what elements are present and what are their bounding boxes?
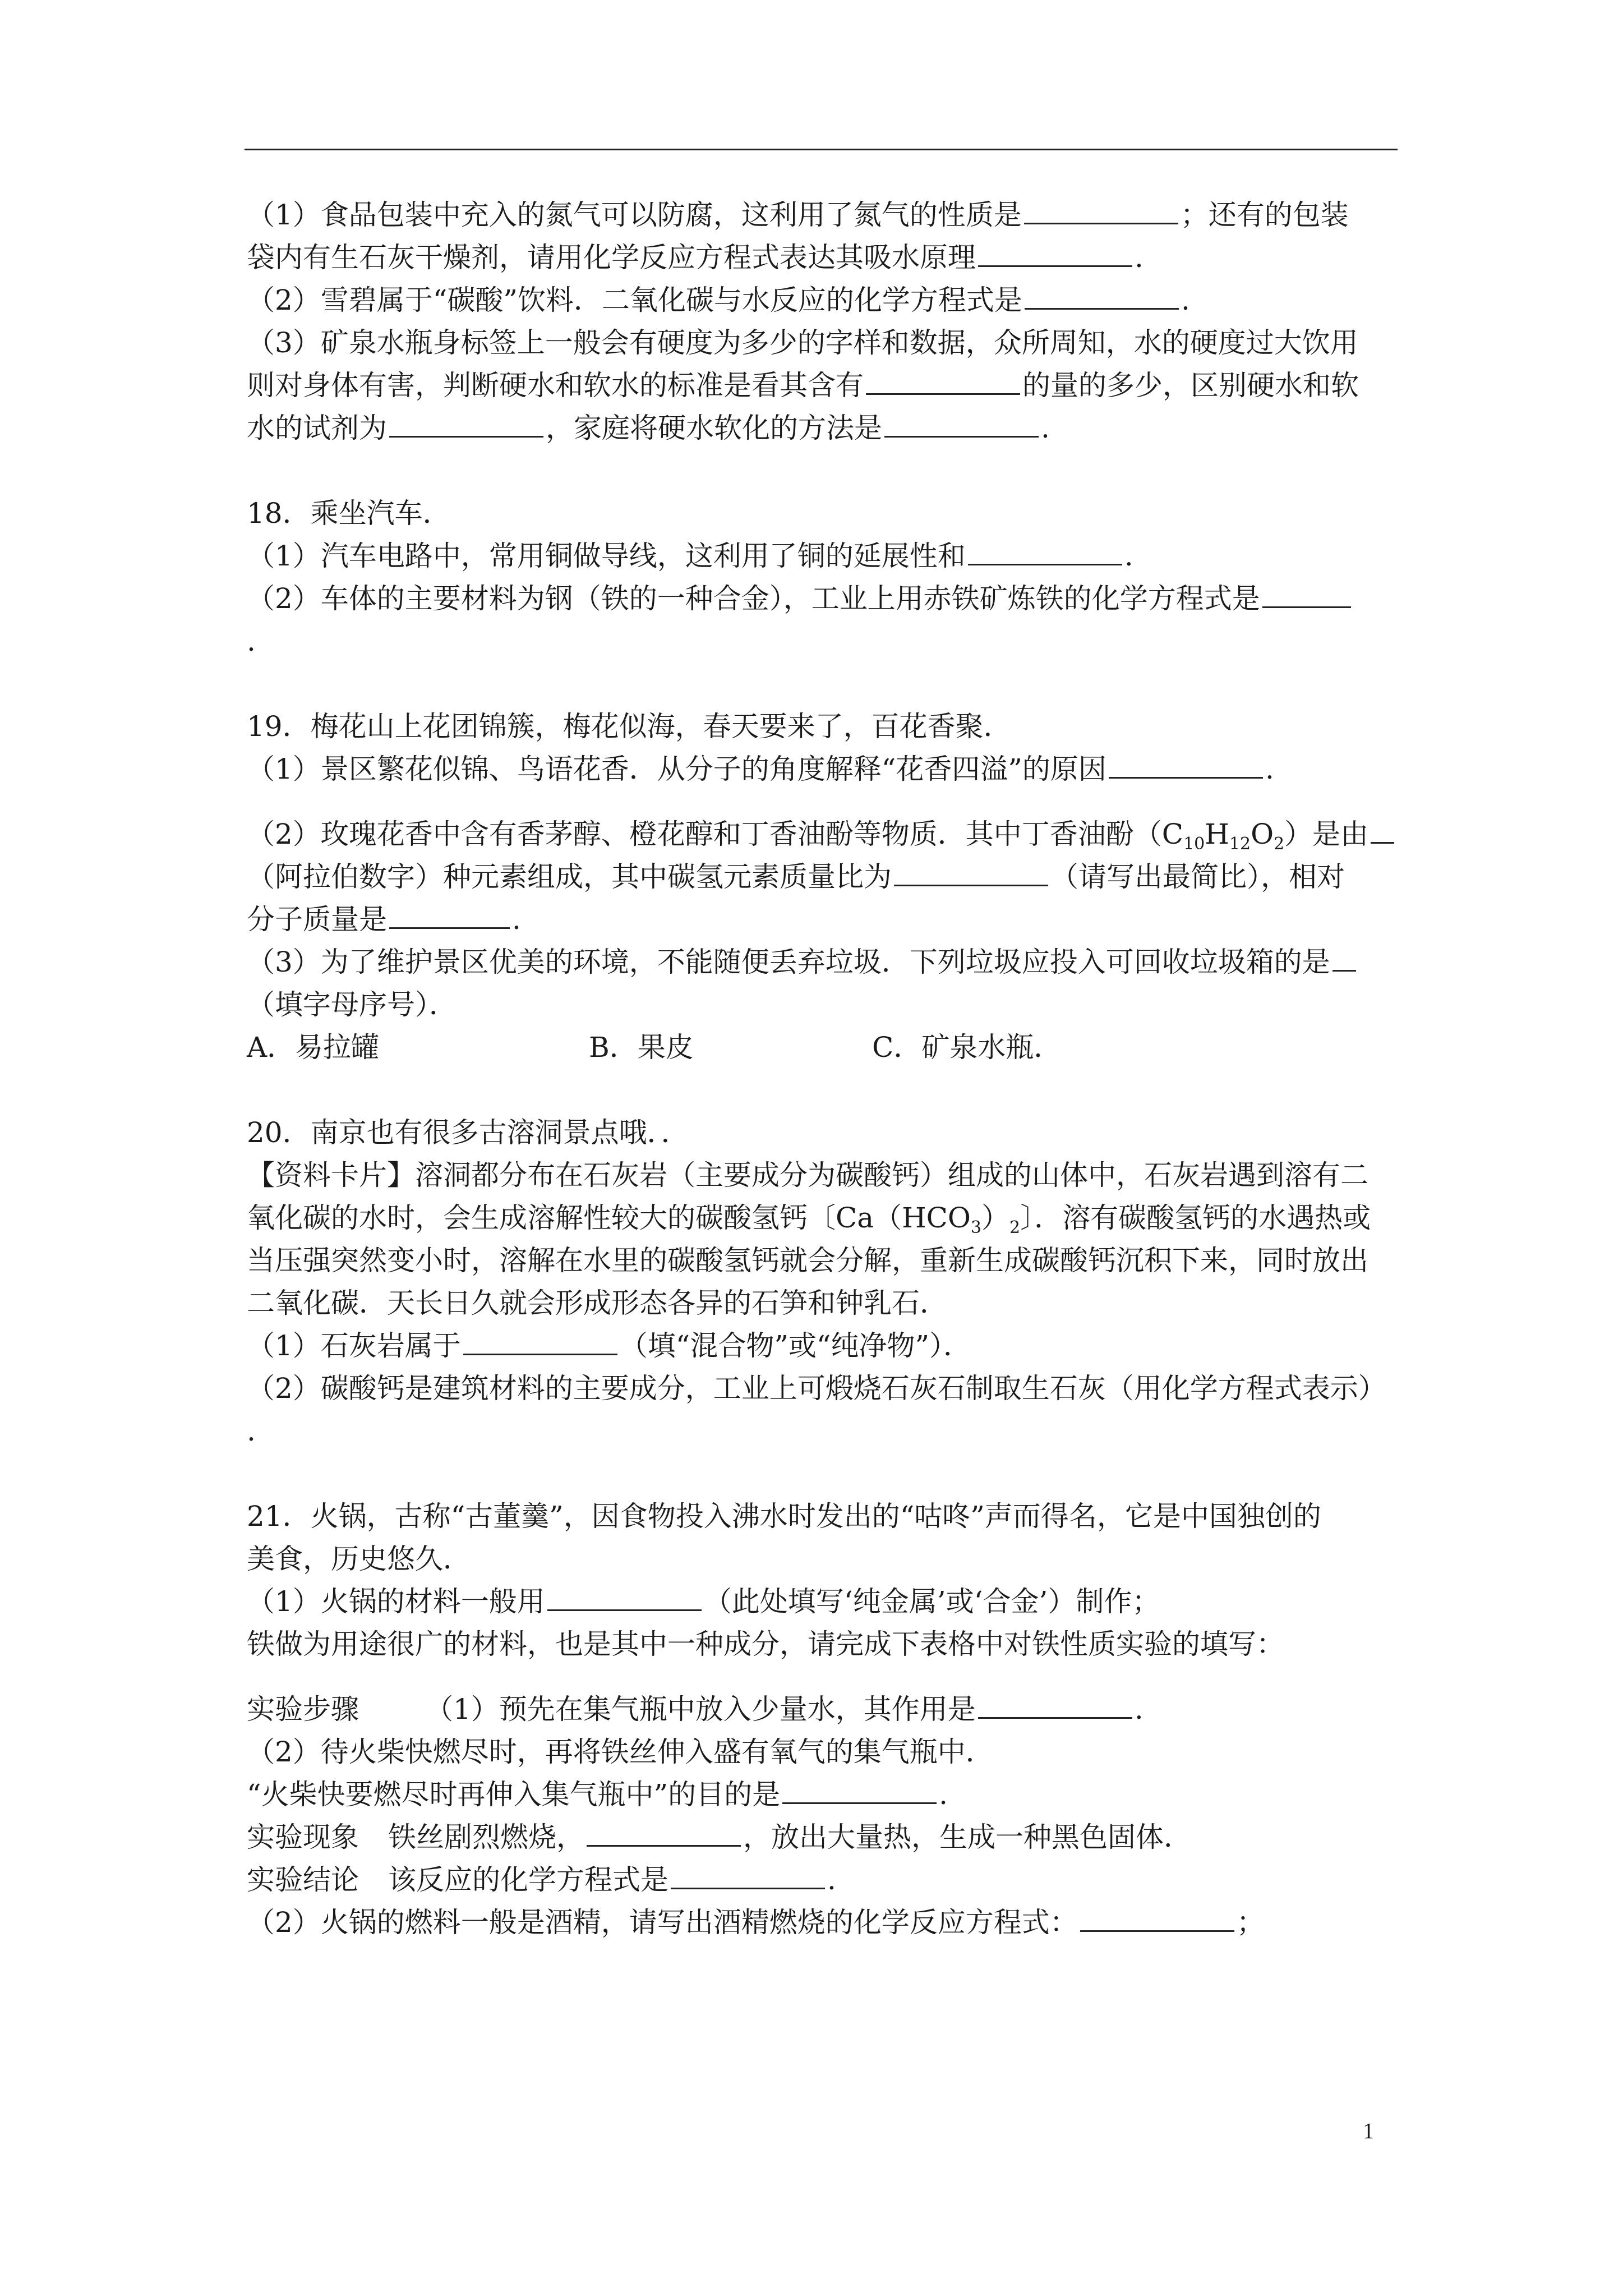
q20-card-3	[247, 1239, 1396, 1282]
q19-title	[247, 705, 1396, 748]
answer-blank[interactable]	[968, 537, 1122, 565]
text: 铁丝剧烈燃烧，	[388, 1821, 584, 1853]
text: 则对身体有害，判断硬水和软水的标准是看其含有	[247, 369, 864, 402]
text: 铁做为用途很广的材料，也是其中一种成分，请完成下表格中对铁性质实验的填写：	[247, 1628, 1284, 1660]
text: .	[247, 625, 256, 657]
text: ；	[1236, 1906, 1265, 1939]
question-title: 20．南京也有很多古溶洞景点哦．．	[247, 1116, 689, 1149]
text: （请写出最简比），相对	[1050, 861, 1345, 893]
text: .	[1124, 540, 1133, 572]
answer-blank[interactable]	[1025, 281, 1179, 310]
q21-title-1	[247, 1495, 1396, 1538]
subscript: 3	[970, 1218, 982, 1237]
answer-blank[interactable]	[782, 1775, 937, 1804]
answer-blank[interactable]	[884, 409, 1039, 438]
text: （1）火锅的材料一般用	[247, 1585, 545, 1618]
text: （1）石灰岩属于	[247, 1329, 461, 1362]
text: 分子质量是	[247, 903, 387, 936]
header-rule	[245, 149, 1398, 150]
answer-blank[interactable]	[978, 238, 1132, 267]
answer-blank[interactable]	[1080, 1903, 1234, 1932]
text: 【资料卡片】溶洞都分布在石灰岩（主要成分为碳酸钙）组成的山体中，石灰岩遇到溶有二	[247, 1159, 1368, 1191]
text: （填字母序号）．	[247, 988, 457, 1021]
answer-blank[interactable]	[978, 1690, 1132, 1719]
q20-card-1	[247, 1154, 1396, 1197]
text: 〕．溶有碳酸氢钙的水遇热或	[1020, 1202, 1371, 1234]
text: 水的试剂为	[247, 412, 387, 444]
page-number: 1	[1363, 2118, 1374, 2143]
text: .	[827, 1864, 836, 1896]
answer-blank[interactable]	[1332, 943, 1356, 972]
text: ）是由	[1284, 818, 1369, 850]
q17-line-4	[247, 321, 1396, 364]
q21-phenomenon-row	[247, 1816, 1396, 1858]
q21-line-2	[247, 1623, 1396, 1665]
text: .	[1181, 284, 1190, 316]
q21-conclusion-row	[247, 1858, 1396, 1901]
q20-line-3	[247, 1410, 1396, 1452]
q18-line-2	[247, 577, 1396, 620]
q18-title	[247, 492, 1396, 535]
option-a[interactable]: A．易拉罐	[247, 1031, 380, 1064]
text: （3）为了维护景区优美的环境，不能随便丢弃垃圾．下列垃圾应投入可回收垃圾箱的是	[247, 946, 1330, 978]
answer-blank[interactable]	[587, 1818, 741, 1847]
answer-blank[interactable]	[1024, 196, 1178, 224]
q20-card-4	[247, 1282, 1396, 1324]
q18-line-3	[247, 620, 1396, 662]
text: ）	[981, 1202, 1010, 1234]
subscript: 10	[1183, 834, 1205, 854]
q17-line-2	[247, 236, 1396, 279]
q21-step-row-1	[247, 1688, 1396, 1731]
text: 当压强突然变小时，溶解在水里的碳酸氢钙就会分解，重新生成碳酸钙沉积下来，同时放出	[247, 1244, 1368, 1277]
answer-blank[interactable]	[866, 366, 1020, 395]
answer-blank[interactable]	[547, 1582, 702, 1611]
text: .	[1041, 412, 1050, 444]
q21-step-row-2	[247, 1731, 1396, 1773]
answer-blank[interactable]	[671, 1861, 825, 1889]
text: （2）待火柴快燃尽时，再将铁丝伸入盛有氧气的集气瓶中．	[247, 1736, 994, 1768]
text: ，放出大量热，生成一种黑色固体．	[743, 1821, 1192, 1853]
option-b[interactable]: B．果皮	[589, 1031, 694, 1064]
text: （2）玫瑰花香中含有香茅醇、橙花醇和丁香油酚等物质．其中丁香油酚（C	[247, 818, 1184, 850]
text: 袋内有生石灰干燥剂，请用化学反应方程式表达其吸水原理	[247, 241, 976, 274]
answer-blank[interactable]	[894, 858, 1048, 886]
q20-title	[247, 1111, 1396, 1154]
q17-line-5	[247, 364, 1396, 407]
q20-line-2	[247, 1367, 1396, 1410]
q21-line-last	[247, 1901, 1396, 1944]
text: （1）汽车电路中，常用铜做导线，这利用了铜的延展性和	[247, 540, 966, 572]
option-c[interactable]: C．矿泉水瓶．	[872, 1031, 1062, 1064]
q18-line-1	[247, 535, 1396, 577]
answer-blank[interactable]	[389, 900, 510, 929]
q19-line-3	[247, 855, 1396, 898]
q21-title-2	[247, 1538, 1396, 1580]
text: ，家庭将硬水软化的方法是	[546, 412, 882, 444]
text: .	[247, 1415, 256, 1447]
text: （1）景区繁花似锦、鸟语花香．从分子的角度解释“花香四溢”的原因	[247, 753, 1106, 785]
text: 的量的多少，区别硬水和软	[1022, 369, 1359, 402]
text: （1）预先在集气瓶中放入少量水，其作用是	[425, 1693, 976, 1726]
text: （此处填写‘纯金属’或‘合金’）制作；	[703, 1585, 1160, 1618]
text: 二氧化碳．天长日久就会形成形态各异的石笋和钟乳石．	[247, 1287, 948, 1319]
text: H	[1205, 818, 1229, 850]
q19-options	[247, 1026, 1396, 1069]
answer-blank[interactable]	[389, 409, 543, 438]
q19-line-5	[247, 941, 1396, 983]
q17-line-1	[247, 194, 1396, 236]
text: （2）车体的主要材料为钢（铁的一种合金），工业上用赤铁矿炼铁的化学方程式是	[247, 582, 1260, 615]
q20-card-2	[247, 1197, 1396, 1239]
text: （2）碳酸钙是建筑材料的主要成分，工业上可煅烧石灰石制取生石灰（用化学方程式表示）	[247, 1372, 1386, 1405]
q19-line-1	[247, 748, 1396, 790]
q20-line-1	[247, 1324, 1396, 1367]
subscript: 2	[1009, 1218, 1021, 1237]
text: ；还有的包装	[1180, 199, 1349, 231]
table-label: 实验结论	[247, 1864, 359, 1896]
table-label: 实验现象	[247, 1821, 359, 1853]
table-label: 实验步骤	[247, 1693, 359, 1726]
q17-line-3	[247, 279, 1396, 321]
q21-step-row-3	[247, 1773, 1396, 1816]
answer-blank[interactable]	[1371, 815, 1394, 844]
text: （3）矿泉水瓶身标签上一般会有硬度为多少的字样和数据，众所周知，水的硬度过大饮用	[247, 326, 1358, 359]
text: 美食，历史悠久．	[247, 1543, 471, 1575]
answer-blank[interactable]	[463, 1327, 617, 1355]
text: 该反应的化学方程式是	[388, 1864, 668, 1896]
question-title: 21．火锅，古称“古董羹”，因食物投入沸水时发出的“咕咚”声而得名，它是中国独创的	[247, 1500, 1321, 1533]
text: “火柴快要燃尽时再伸入集气瓶中”的目的是	[247, 1778, 781, 1811]
answer-blank[interactable]	[1109, 750, 1263, 779]
text: .	[1135, 241, 1144, 274]
text: （2）雪碧属于“碳酸”饮料．二氧化碳与水反应的化学方程式是	[247, 284, 1022, 316]
subscript: 12	[1229, 834, 1251, 854]
text: .	[939, 1778, 948, 1811]
question-title: 19．梅花山上花团锦簇，梅花似海，春天要来了，百花香聚．	[247, 710, 1012, 743]
text: （2）火锅的燃料一般是酒精，请写出酒精燃烧的化学反应方程式：	[247, 1906, 1078, 1939]
question-title: 18．乘坐汽车．	[247, 497, 451, 530]
text: （1）食品包装中充入的氮气可以防腐，这利用了氮气的性质是	[247, 199, 1022, 231]
q19-line-4	[247, 898, 1396, 941]
text: .	[1134, 1693, 1144, 1726]
text: .	[1265, 753, 1274, 785]
text: .	[512, 903, 521, 936]
q19-line-2	[247, 813, 1396, 855]
q19-line-6	[247, 983, 1396, 1026]
q21-line-1	[247, 1580, 1396, 1623]
text: O	[1251, 818, 1274, 850]
text: 氧化碳的水时，会生成溶解性较大的碳酸氢钙〔Ca（HCO	[247, 1202, 971, 1234]
subscript: 2	[1274, 834, 1285, 854]
document-content	[247, 194, 1396, 1944]
text: （阿拉伯数字）种元素组成，其中碳氢元素质量比为	[247, 861, 892, 893]
answer-blank[interactable]	[1262, 579, 1351, 608]
text: （填“混合物”或“纯净物”）．	[619, 1329, 972, 1362]
q17-line-6	[247, 407, 1396, 449]
